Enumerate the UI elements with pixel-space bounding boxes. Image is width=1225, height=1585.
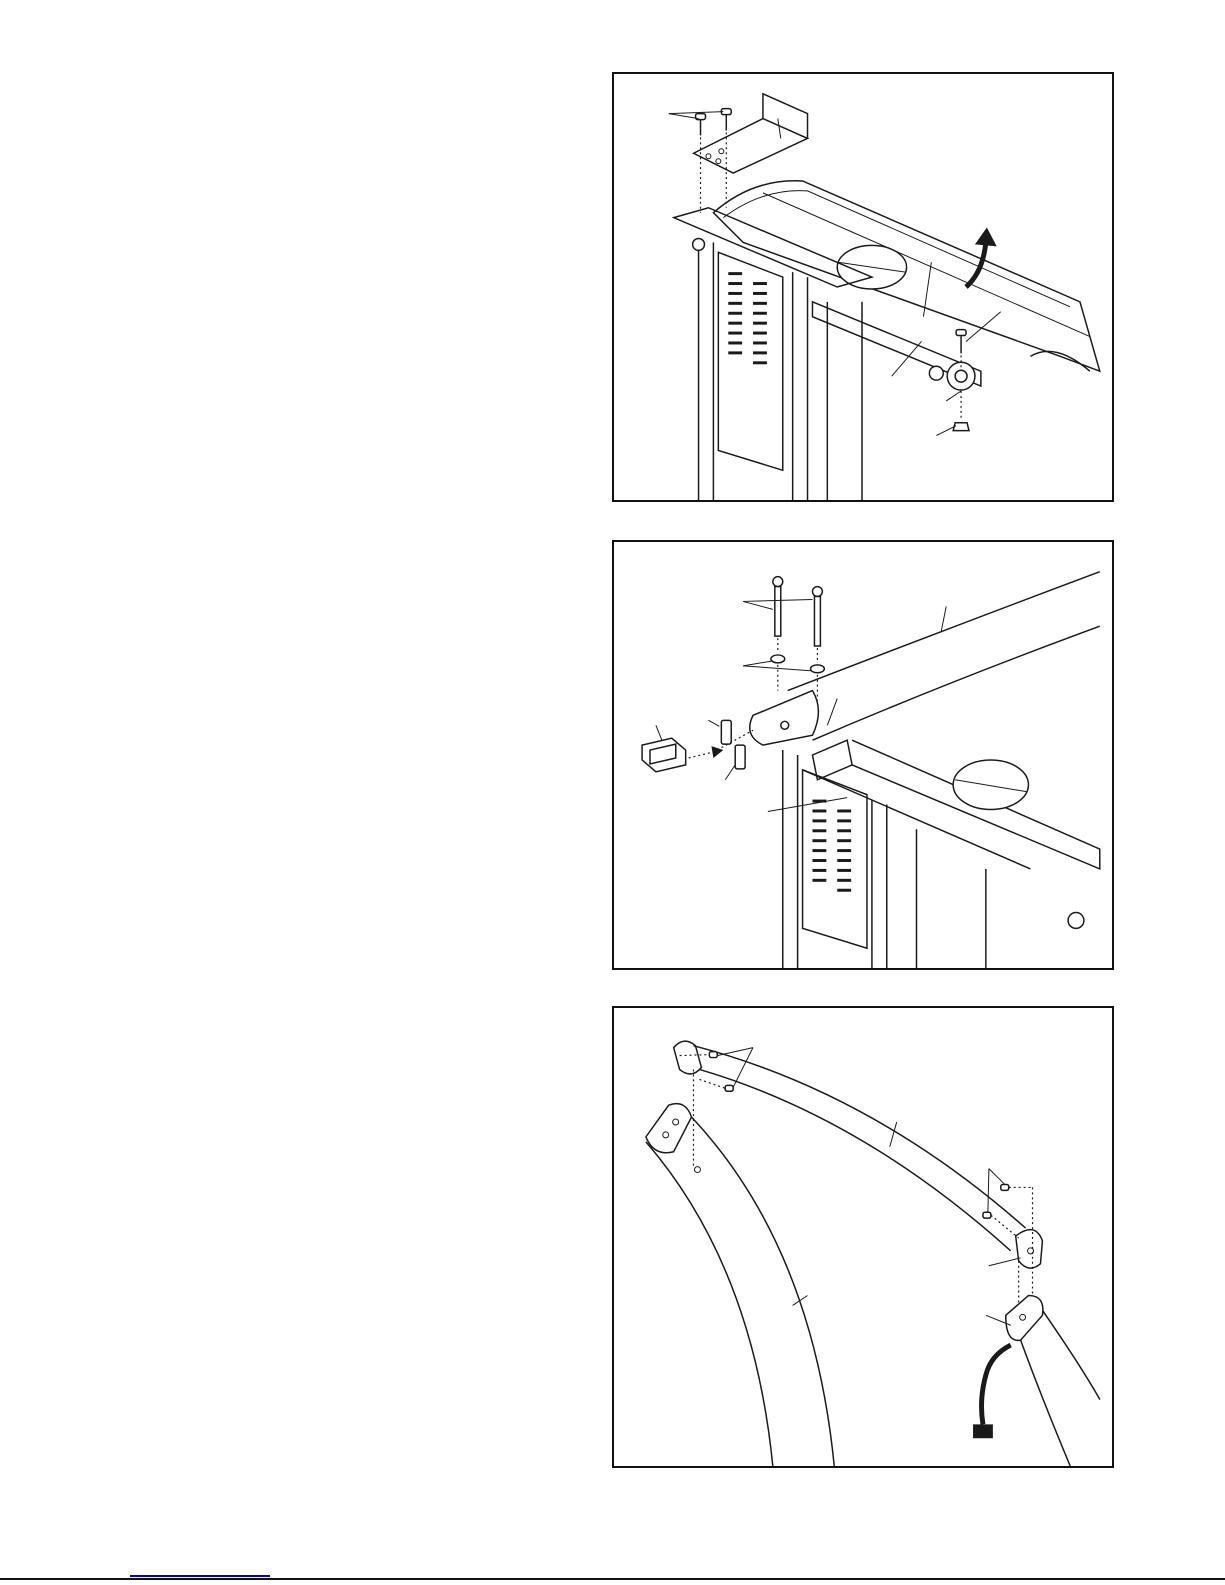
crossbar-arch xyxy=(674,1041,1043,1268)
end-cap xyxy=(642,738,686,772)
bolt-icon xyxy=(709,1052,1008,1219)
upright-frame xyxy=(699,242,862,500)
footer-rule xyxy=(0,1578,1225,1580)
left-upright xyxy=(646,1104,834,1466)
figure-3-drawing xyxy=(614,1008,1112,1466)
assembly-figure-2 xyxy=(612,540,1114,970)
assembly-figure-1 xyxy=(612,72,1114,502)
console-top xyxy=(713,181,1099,371)
assembly-figure-3 xyxy=(612,1006,1114,1468)
spacers xyxy=(721,720,745,769)
bolt-icon xyxy=(771,577,824,673)
vent-grille xyxy=(803,770,867,948)
footer-link-underline[interactable] xyxy=(130,1575,270,1577)
figure-2-drawing xyxy=(614,542,1112,968)
upright-arch xyxy=(750,572,1100,780)
vent-grille xyxy=(718,252,782,470)
curved-arrow-icon xyxy=(966,228,997,287)
figure-1-drawing xyxy=(614,74,1112,500)
console-top xyxy=(803,740,1100,928)
right-upright xyxy=(1006,1295,1100,1466)
wire-harness xyxy=(973,1345,1011,1438)
bracket-plate xyxy=(694,94,808,173)
